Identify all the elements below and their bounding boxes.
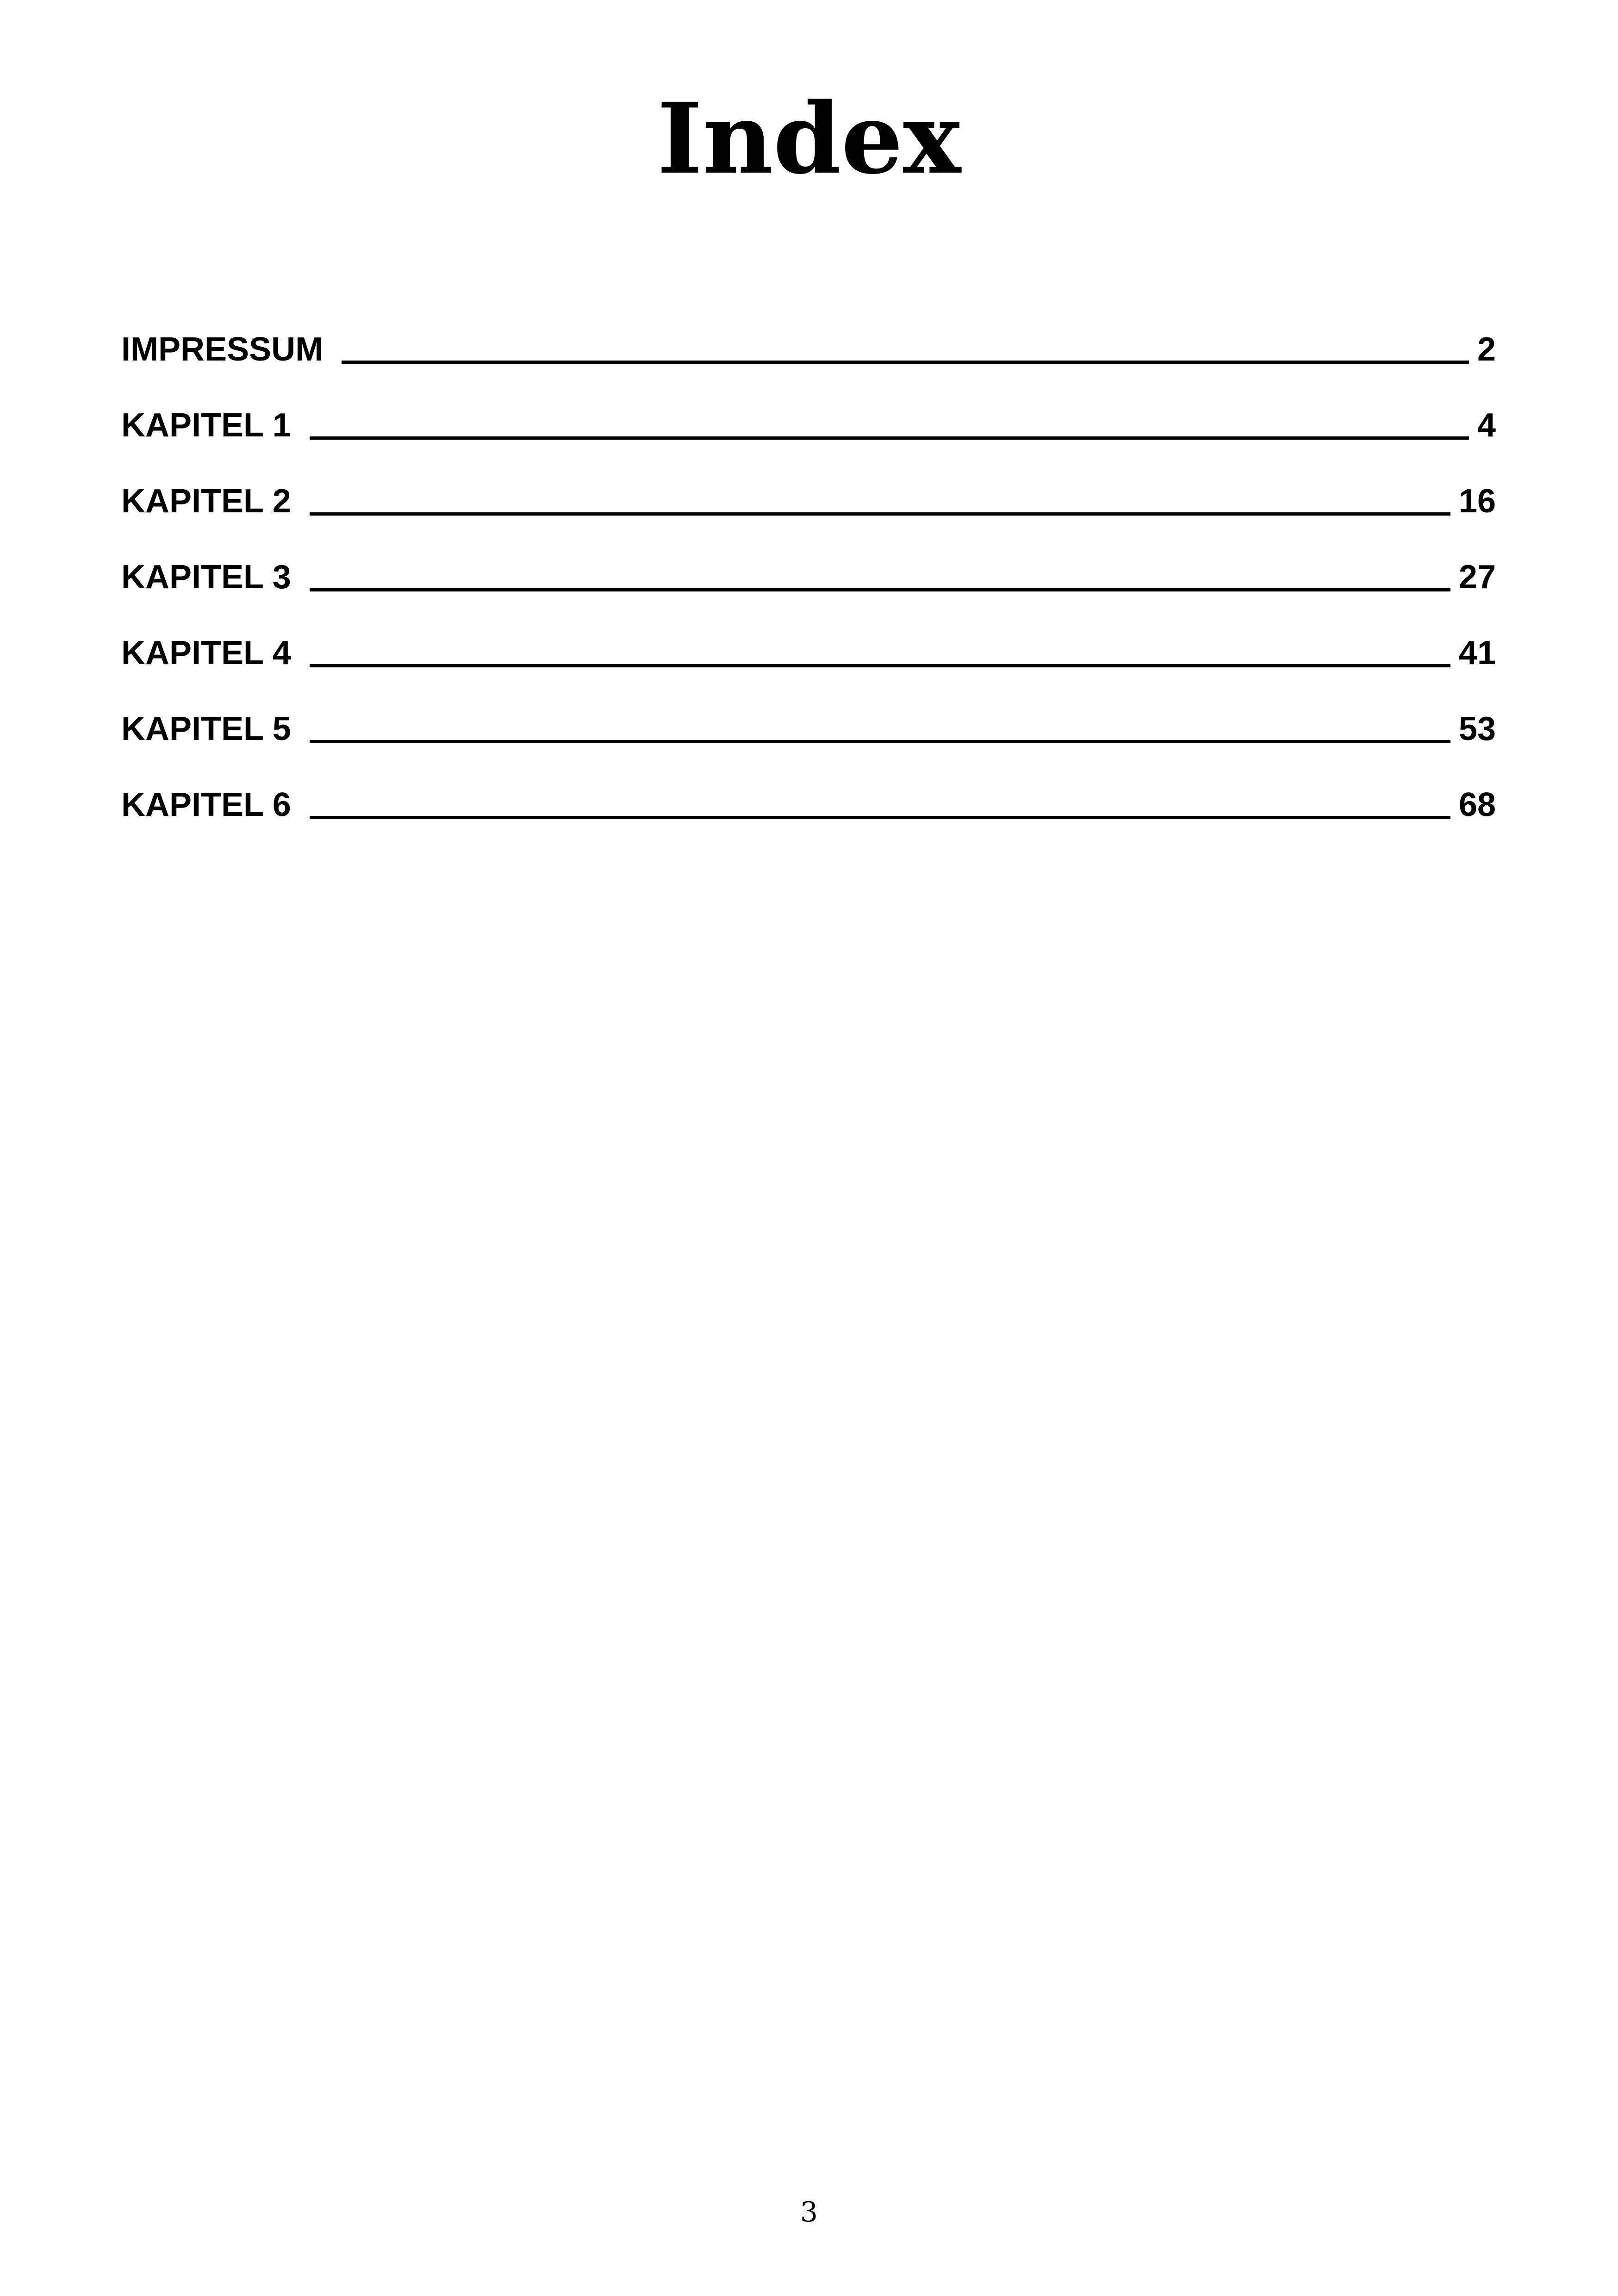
toc-leader-line (310, 664, 1450, 667)
toc-entry-kapitel-4[interactable] (121, 623, 1496, 674)
toc-entry-page: 53 (1458, 710, 1496, 747)
toc-leader-line (310, 436, 1469, 440)
toc-leader-line (310, 588, 1450, 591)
toc-entry-page: 41 (1458, 635, 1496, 672)
toc-entry-label: KAPITEL 4 (121, 635, 291, 672)
toc-leader-line (310, 816, 1450, 819)
toc-entry-label: IMPRESSUM (121, 331, 324, 368)
toc-entry-page: 68 (1458, 786, 1496, 823)
toc-entry-kapitel-5[interactable] (121, 699, 1496, 750)
toc-entry-label: KAPITEL 1 (121, 407, 291, 444)
toc-entry-impressum[interactable] (121, 319, 1496, 370)
toc-entry-kapitel-6[interactable] (121, 775, 1496, 826)
toc-entry-label: KAPITEL 6 (121, 786, 291, 823)
page-number: 3 (800, 2196, 818, 2228)
toc-leader-line (342, 361, 1469, 364)
toc-entry-page: 27 (1458, 559, 1496, 596)
toc-entry-page: 4 (1477, 407, 1496, 444)
toc-leader-line (310, 740, 1450, 743)
toc-entry-label: KAPITEL 2 (121, 483, 291, 520)
toc-entry-label: KAPITEL 5 (121, 710, 291, 747)
toc-entry-page: 16 (1458, 483, 1496, 520)
toc-entry-page: 2 (1477, 331, 1496, 368)
toc-entry-kapitel-3[interactable] (121, 547, 1496, 598)
toc-entry-kapitel-2[interactable] (121, 471, 1496, 522)
page-title: Index (657, 81, 961, 196)
toc-entry-kapitel-1[interactable] (121, 395, 1496, 446)
toc-entry-label: KAPITEL 3 (121, 559, 291, 596)
toc-leader-line (310, 512, 1450, 516)
